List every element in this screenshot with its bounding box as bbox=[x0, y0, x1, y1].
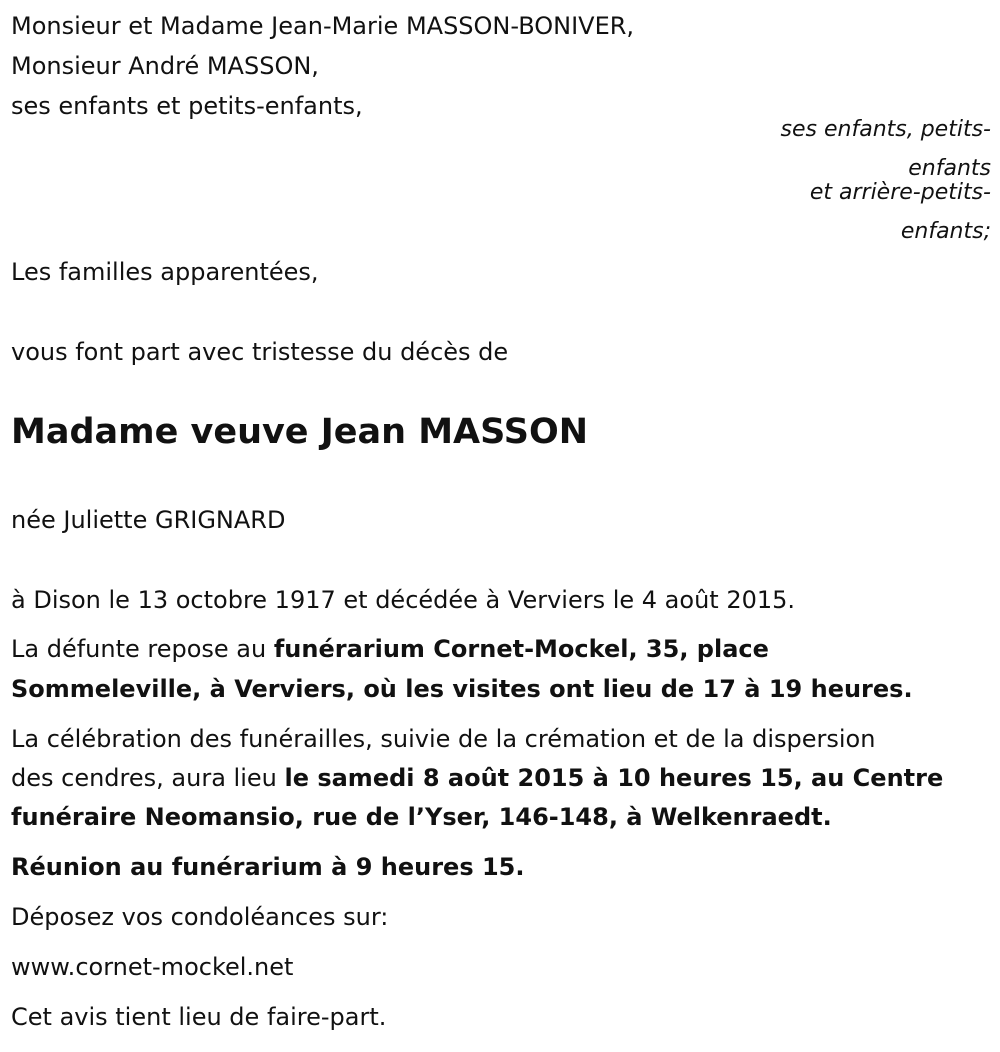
reunion-line bbox=[11, 847, 524, 887]
repose-place: funérarium Cornet-Mockel, 35, place bbox=[273, 635, 769, 663]
website-link[interactable]: www.cornet-mockel.net bbox=[11, 953, 294, 981]
repose-intro: La défunte repose au bbox=[11, 635, 274, 663]
repose-line-2 bbox=[11, 669, 913, 709]
condolences-line: Déposez vos condoléances sur: bbox=[11, 903, 389, 931]
celebration-location: funéraire Neomansio, rue de l’Yser, 146-148, à Welkenraedt. bbox=[11, 803, 832, 831]
family-line-4: Les familles apparentées, bbox=[11, 258, 319, 286]
celebration-plain: des cendres, aura lieu bbox=[11, 764, 285, 792]
announcement: vous font part avec tristesse du décès de bbox=[11, 338, 509, 366]
repose-line-1 bbox=[11, 629, 769, 669]
footer-line: Cet avis tient lieu de faire-part. bbox=[11, 1003, 387, 1031]
family-right-line-3: et arrière-petits- bbox=[809, 180, 991, 205]
celebration-date: le samedi 8 août 2015 à 10 heures 15, au Centre bbox=[284, 764, 944, 792]
celebration-line-3 bbox=[11, 797, 832, 837]
celebration-line-1: La célébration des funérailles, suivie de la crémation et de la dispersion bbox=[11, 725, 876, 753]
deceased-name: Madame veuve Jean MASSON bbox=[11, 412, 589, 452]
repose-visits: Sommeleville, à Verviers, où les visites ont lieu de 17 à 19 heures. bbox=[11, 675, 913, 703]
family-line-2: Monsieur André MASSON, bbox=[11, 52, 319, 80]
family-line-3: ses enfants et petits-enfants, bbox=[11, 92, 363, 120]
reunion-text: Réunion au funérarium à 9 heures 15. bbox=[11, 853, 525, 881]
birth-death-dates: à Dison le 13 octobre 1917 et décédée à Verviers le 4 août 2015. bbox=[11, 586, 796, 614]
family-right-line-1: ses enfants, petits- bbox=[780, 117, 991, 142]
celebration-line-2 bbox=[11, 758, 943, 798]
family-right-line-4: enfants; bbox=[900, 219, 991, 244]
family-right-line-2: enfants bbox=[908, 156, 991, 181]
family-line-1: Monsieur et Madame Jean-Marie MASSON-BONIVER, bbox=[11, 12, 635, 40]
born-name: née Juliette GRIGNARD bbox=[11, 506, 286, 534]
